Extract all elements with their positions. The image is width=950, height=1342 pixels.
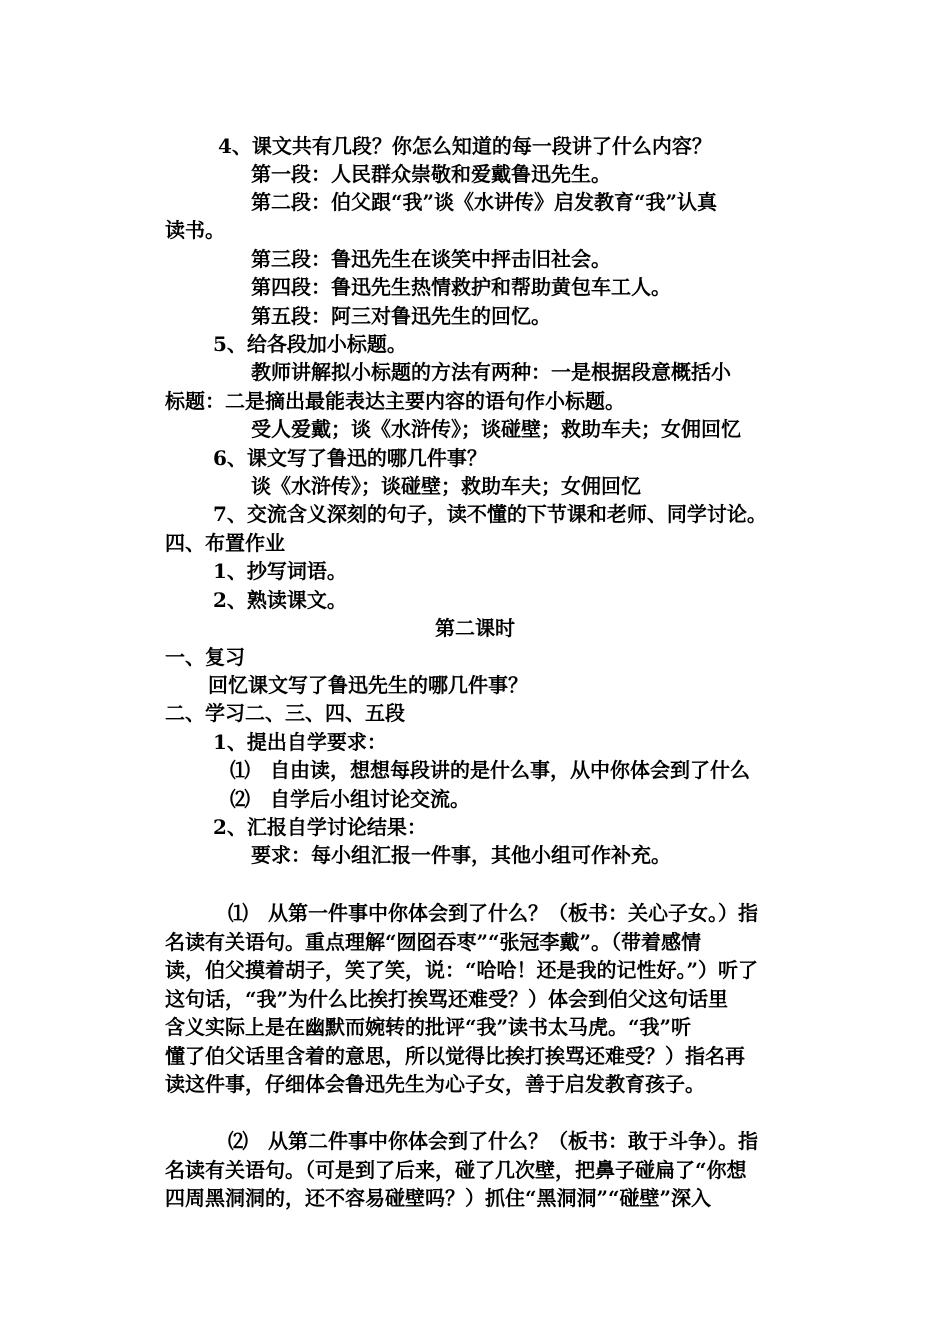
question-5: 5、给各段加小标题。 (213, 332, 407, 356)
event-1-line-2: 名读有关语句。重点理解“囫囵吞枣”“张冠李戴”。（带着感情 (165, 930, 702, 954)
item-7: 7、交流含义深刻的句子，读不懂的下节课和老师、同学讨论。 (213, 502, 767, 526)
review-question: 回忆课文写了鲁迅先生的哪几件事？ (208, 673, 528, 697)
event-1-line-7: 读这件事，仔细体会鲁迅先生为心子女，善于启发教育孩子。 (165, 1072, 705, 1096)
event-1-line-3: 读，伯父摸着胡子，笑了笑，说：“哈哈！还是我的记性好。”）听了 (165, 958, 759, 982)
event-1-line-5: 含义实际上是在幽默而婉转的批评“我”读书太马虎。“我”听 (165, 1015, 692, 1039)
homework-2: 2、熟读课文。 (213, 588, 347, 612)
paragraph-1-summary: 第一段：人民群众崇敬和爱戴鲁迅先生。 (251, 162, 611, 186)
question-4: 4、课文共有几段？你怎么知道的每一段讲了什么内容？ (218, 134, 712, 158)
section-1-heading: 一、复习 (165, 645, 245, 669)
event-1-line-1: ⑴ 从第一件事中你体会到了什么？（板书：关心子女。）指 (228, 901, 758, 925)
event-2-line-1: ⑵ 从第二件事中你体会到了什么？（板书：敢于斗争）。指 (228, 1129, 758, 1153)
event-2-line-2: 名读有关语句。（可是到了后来，碰了几次壁，把鼻子碰扁了“你想 (165, 1158, 747, 1182)
report-heading: 2、汇报自学讨论结果： (213, 815, 427, 839)
paragraph-5-summary: 第五段：阿三对鲁迅先生的回忆。 (251, 304, 551, 328)
event-1-line-6: 懂了伯父话里含着的意思，所以觉得比挨打挨骂还难受？）指名再 (165, 1044, 745, 1068)
events-list: 谈《水浒传》；谈碰壁；救助车夫；女佣回忆 (251, 474, 641, 498)
event-2-line-3: 四周黑洞洞的，还不容易碰壁吗？）抓住“黑洞洞”“碰壁”深入 (165, 1186, 712, 1210)
paragraph-2-summary-cont: 读书。 (165, 218, 225, 242)
paragraph-2-summary: 第二段：伯父跟“我”谈《水讲传》启发教育“我”认真 (251, 190, 718, 214)
event-1-line-4: 这句话，“我”为什么比挨打挨骂还难受？）体会到伯父这句话里 (165, 987, 729, 1011)
paragraph-4-summary: 第四段：鲁迅先生热情救护和帮助黄包车工人。 (251, 275, 671, 299)
homework-1: 1、抄写词语。 (213, 559, 347, 583)
lesson-2-title: 第二课时 (435, 616, 515, 640)
section-2-heading: 二、学习二、三、四、五段 (165, 701, 405, 725)
teacher-explanation-cont: 标题：二是摘出最能表达主要内容的语句作小标题。 (165, 389, 625, 413)
question-6: 6、课文写了鲁迅的哪几件事？ (213, 446, 487, 470)
report-requirement: 要求：每小组汇报一件事，其他小组可作补充。 (251, 843, 671, 867)
requirement-2: ⑵ 自学后小组讨论交流。 (230, 787, 470, 811)
subtitles-list: 受人爱戴；谈《水浒传》；谈碰壁；救助车夫；女佣回忆 (251, 417, 741, 441)
section-4-heading: 四、布置作业 (165, 531, 285, 555)
paragraph-3-summary: 第三段：鲁迅先生在谈笑中抨击旧社会。 (251, 247, 611, 271)
teacher-explanation: 教师讲解拟小标题的方法有两种：一是根据段意概括小 (251, 360, 731, 384)
requirement-1: ⑴ 自由读，想想每段讲的是什么事，从中你体会到了什么 (230, 758, 750, 782)
self-study-heading: 1、提出自学要求： (213, 730, 387, 754)
